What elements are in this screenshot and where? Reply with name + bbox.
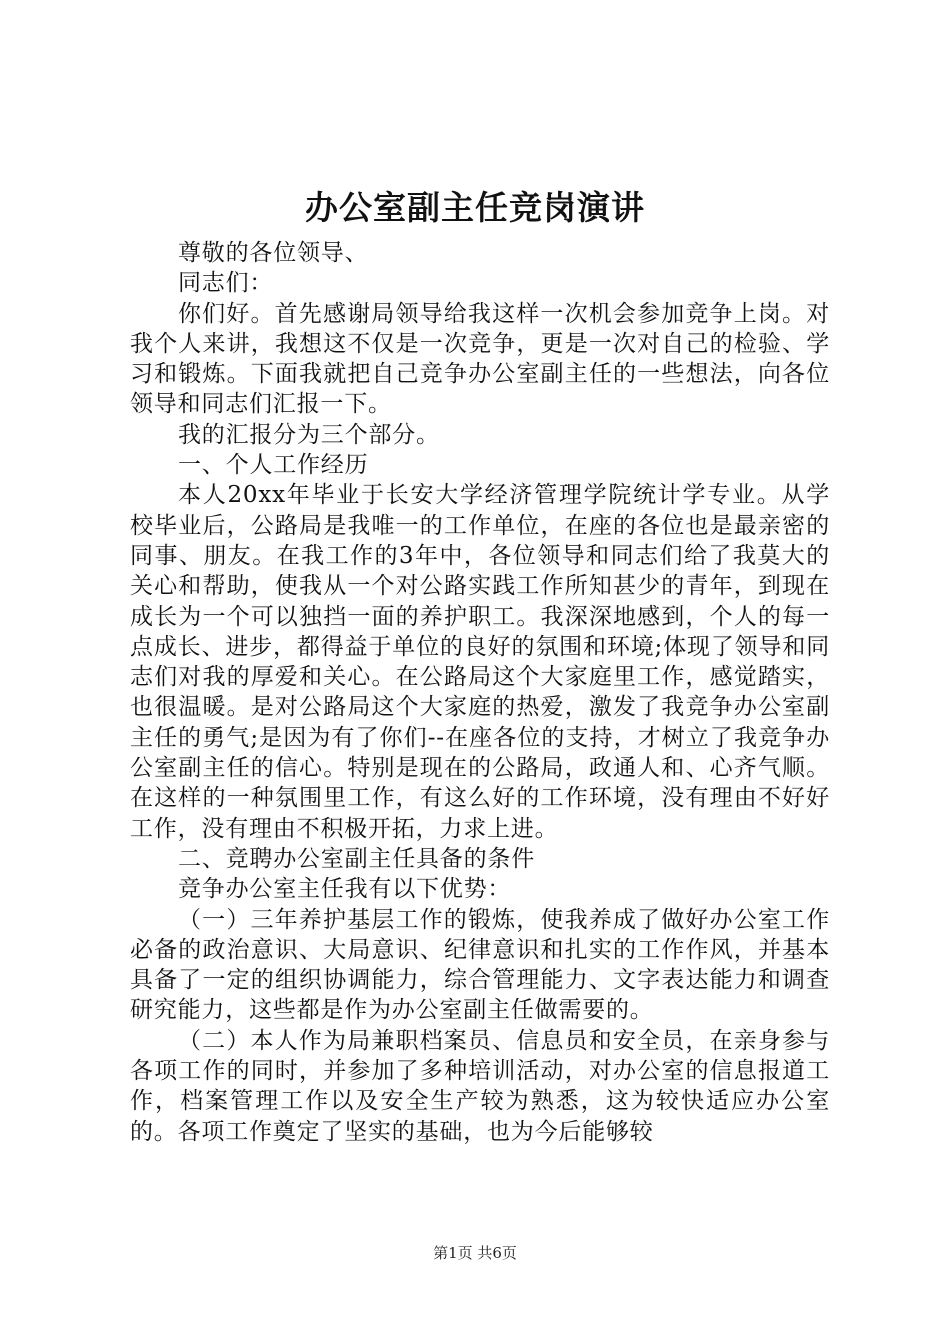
body-paragraph: 本人20xx年毕业于长安大学经济管理学院统计学专业。从学校毕业后，公路局是我唯一的工作单位，在座的各位也是最亲密的同事、朋友。在我工作的3年中，各位领导和同志们给了我莫大的关心和帮助，使我从一个对公路实践工作所知甚少的青年，到现在成长为一个可以独挡一面的养护职工。我深深地感到，个人的每一点成长、进步，都得益于单位的良好的氛围和环境;体现了领导和同志们对我的厚爱和关心。在公路局这个大家庭里工作，感觉踏实，也很温暖。是对公路局这个大家庭的热爱，激发了我竞争办公室副主任的勇气;是因为有了你们--在座各位的支持，才树立了我竞争办公室副主任的信心。特别是现在的公路局，政通人和、心齐气顺。在这样的一种氛围里工作，有这么好的工作环境，没有理由不好好工作，没有理由不积极开拓，力求上进。	[130, 482, 830, 842]
section-heading: 二、竞聘办公室副主任具备的条件	[178, 845, 535, 872]
body-paragraph: 你们好。首先感谢局领导给我这样一次机会参加竞争上岗。对我个人来讲，我想这不仅是一次竞争，更是一次对自己的检验、学习和锻炼。下面我就把自己竞争办公室副主任的一些想法，向各位领导和同志们汇报一下。	[130, 300, 830, 418]
document-body	[130, 238, 830, 1147]
page-number-footer: 第1页 共6页	[433, 1244, 517, 1262]
body-paragraph: 我的汇报分为三个部分。	[178, 421, 440, 448]
body-paragraph: （一）三年养护基层工作的锻炼，使我养成了做好办公室工作必备的政治意识、大局意识、纪律意识和扎实的工作作风，并基本具备了一定的组织协调能力，综合管理能力、文字表达能力和调查研究能力，这些都是作为办公室副主任做需要的。	[130, 906, 830, 1024]
body-paragraph: 竞争办公室主任我有以下优势：	[178, 876, 512, 903]
body-paragraph: （二）本人作为局兼职档案员、信息员和安全员，在亲身参与各项工作的同时，并参加了多种培训活动，对办公室的信息报道工作，档案管理工作以及安全生产较为熟悉，这为较快适应办公室的。各项工作奠定了坚实的基础，也为今后能够较	[130, 1027, 830, 1145]
greeting-line: 尊敬的各位领导、	[178, 240, 369, 266]
section-heading: 一、个人工作经历	[178, 452, 369, 479]
document-title: 办公室副主任竞岗演讲	[305, 188, 645, 227]
greeting-line: 同志们：	[178, 270, 274, 297]
